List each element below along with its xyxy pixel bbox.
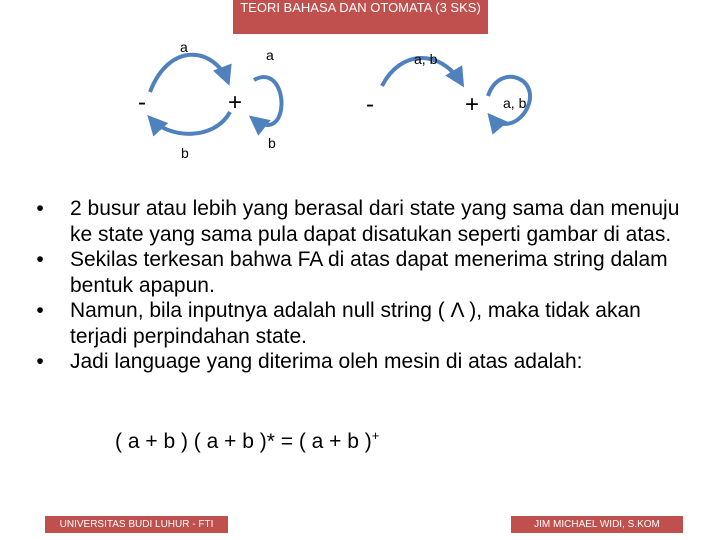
formula-superscript: +	[371, 428, 380, 443]
footer-university: UNIVERSITAS BUDI LUHUR - FTI	[45, 516, 228, 533]
bullet-item: • Sekilas terkesan bahwa FA di atas dapat menerima string dalam bentuk apapun.	[36, 248, 668, 297]
language-formula	[115, 428, 379, 454]
automata-diagram	[0, 0, 720, 190]
left-arc-bottom	[150, 112, 230, 134]
left-start-state: -	[138, 89, 146, 116]
left-label-loop-top: a	[266, 47, 274, 63]
right-label-transition: a, b	[414, 51, 438, 67]
formula-text: ( a + b ) ( a + b )* = ( a + b )	[115, 430, 372, 453]
right-label-loop: a, b	[503, 95, 527, 111]
left-label-bottom: b	[181, 145, 189, 161]
left-arc-top	[150, 55, 228, 92]
bullet-list	[30, 196, 690, 375]
left-self-loop	[252, 77, 282, 125]
left-final-state: +	[228, 89, 243, 116]
right-final-state: +	[465, 91, 480, 118]
left-automaton	[138, 39, 282, 161]
right-start-state: -	[366, 91, 374, 118]
left-label-loop-bottom: b	[268, 135, 276, 151]
right-automaton	[366, 51, 530, 124]
left-label-top: a	[180, 39, 188, 55]
bullet-item: • Jadi language yang diterima oleh mesin di atas adalah:	[36, 350, 583, 373]
bullet-item: • 2 busur atau lebih yang berasal dari state yang sama dan menuju ke state yang sama pula dapat disatukan seperti gambar di atas.	[36, 197, 680, 246]
footer-author: JIM MICHAEL WIDI, S.KOM	[511, 516, 683, 533]
bullet-item: • Namun, bila inputnya adalah null string ( Λ ), maka tidak akan terjadi perpindahan state.	[36, 299, 641, 348]
header-title: TEORI BAHASA DAN OTOMATA (3 SKS)	[233, 0, 488, 34]
